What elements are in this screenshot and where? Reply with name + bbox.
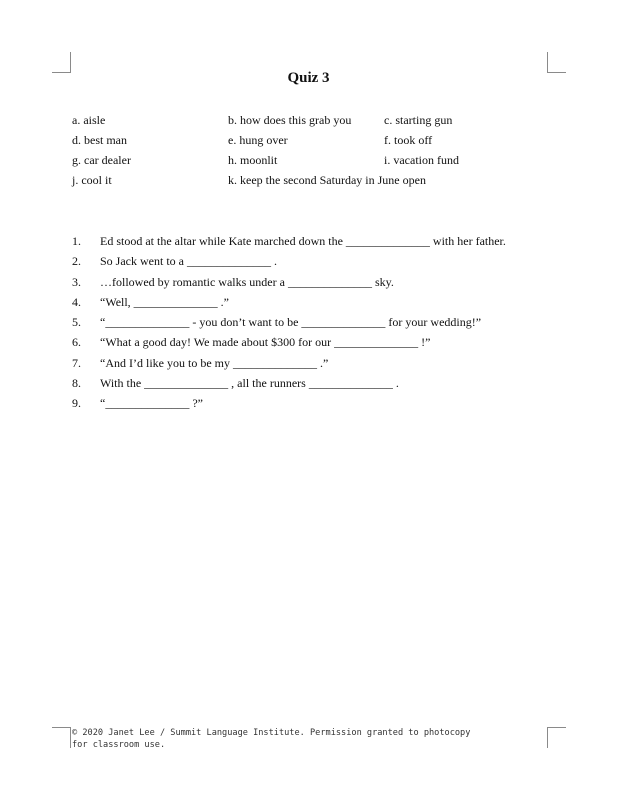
question-item xyxy=(72,376,552,396)
question-item xyxy=(72,275,552,295)
question-text: With the ______________ , all the runners ______________ . xyxy=(100,376,399,391)
question-item xyxy=(72,234,552,254)
question-item xyxy=(72,335,552,355)
word-bank-item: c. starting gun xyxy=(384,113,453,127)
question-number: 9. xyxy=(72,396,81,411)
word-bank-item: k. keep the second Saturday in June open xyxy=(228,173,426,187)
word-bank-item: d. best man xyxy=(72,133,127,147)
question-item xyxy=(72,356,552,376)
question-item xyxy=(72,295,552,315)
crop-mark-bottom-left xyxy=(52,727,71,748)
word-bank-row xyxy=(72,113,552,133)
question-number: 3. xyxy=(72,274,81,289)
question-number: 8. xyxy=(72,376,81,391)
word-bank-item: a. aisle xyxy=(72,113,106,127)
page-title: Quiz 3 xyxy=(287,70,330,86)
word-bank xyxy=(72,113,552,193)
question-item xyxy=(72,254,552,274)
word-bank-item: j. cool it xyxy=(72,173,112,187)
question-number: 5. xyxy=(72,315,81,330)
word-bank-row xyxy=(72,153,552,173)
question-text: “______________ ?” xyxy=(100,396,203,411)
question-number: 2. xyxy=(72,254,81,269)
word-bank-item: b. how does this grab you xyxy=(228,113,352,127)
question-text: “Well, ______________ .” xyxy=(100,294,230,309)
question-text: “What a good day! We made about $300 for our ______________ !” xyxy=(100,335,431,350)
question-text: …followed by romantic walks under a ______________ sky. xyxy=(100,274,394,289)
question-text: Ed stood at the altar while Kate marched down the ______________ with her father. xyxy=(100,234,506,248)
word-bank-item: e. hung over xyxy=(228,133,288,147)
question-text: So Jack went to a ______________ . xyxy=(100,254,277,269)
word-bank-item: f. took off xyxy=(384,133,433,147)
word-bank-row xyxy=(72,173,552,193)
word-bank-item: i. vacation fund xyxy=(384,153,459,167)
question-text: “______________ - you don’t want to be ______________ for your wedding!” xyxy=(100,315,482,330)
question-text: “And I’d like you to be my ______________ .” xyxy=(100,355,329,370)
question-number: 4. xyxy=(72,294,81,309)
question-number: 7. xyxy=(72,355,81,370)
word-bank-item: h. moonlit xyxy=(228,153,278,167)
question-number: 6. xyxy=(72,335,81,350)
question-number: 1. xyxy=(72,234,81,248)
copyright-footer: © 2020 Janet Lee / Summit Language Institute. Permission granted to photocopy for classroom use. xyxy=(72,728,471,750)
question-item xyxy=(72,315,552,335)
question-list xyxy=(72,234,552,417)
word-bank-row xyxy=(72,133,552,153)
question-item xyxy=(72,396,552,416)
word-bank-item: g. car dealer xyxy=(72,153,131,167)
